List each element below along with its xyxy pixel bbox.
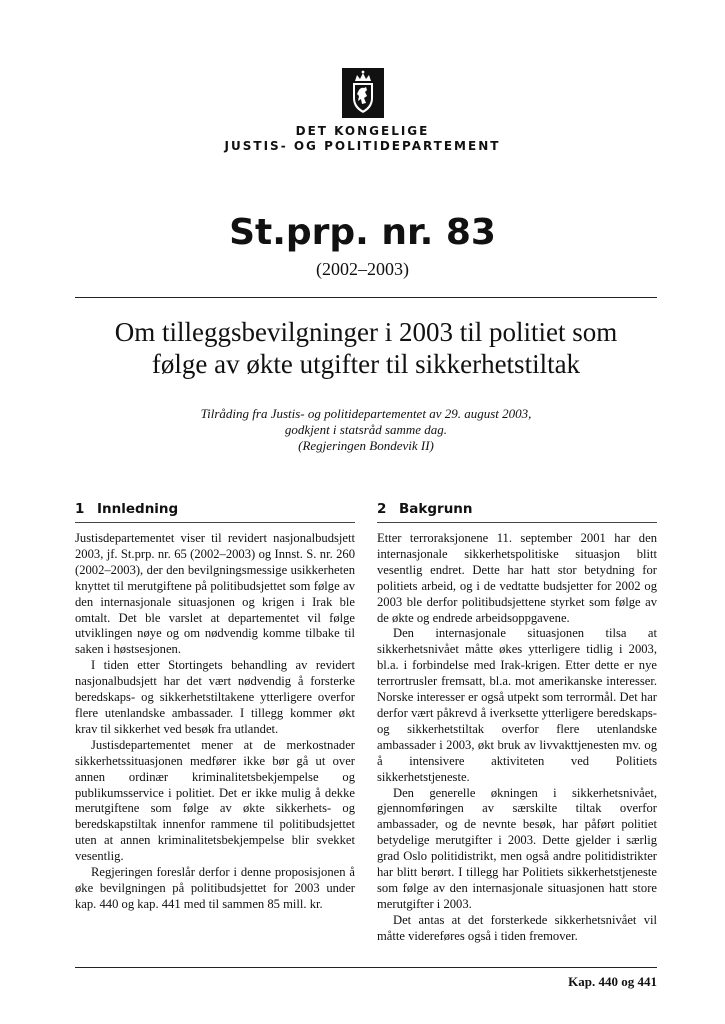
tilrading-block	[75, 406, 657, 454]
section-title: Bakgrunn	[399, 501, 473, 517]
paragraph: Regjeringen foreslår derfor i denne proposisjonen å øke bevilgningen på politibudsjettet for 2003 under kap. 440 og kap. 441 med til sammen 85 mill. kr.	[75, 865, 355, 911]
section-number: 2	[377, 501, 387, 517]
main-title-line-1: Om tilleggsbevilgninger i 2003 til politiet som	[114, 317, 618, 347]
paragraph: Det antas at det forsterkede sikkerhetsnivået vil måtte videreføres også i tiden fremover.	[377, 912, 657, 943]
section-number: 1	[75, 501, 85, 517]
section-heading	[377, 501, 657, 523]
paragraph: Justisdepartementet mener at de merkostnader sikkerhetssituasjonen medfører ikke bør gå ut over annen ordinær kriminalitetsbekjempelse og publikumsservice i politiet. Det er ikke mulig å dekke merutgiftene som følge av økte sikkerhets- og beredskapstiltak innenfor rammene til politibudsjettet uten at annen kriminalitetsbekjempelse blir svekket vesentlig.	[75, 737, 355, 864]
coat-of-arms-logo	[342, 68, 384, 118]
document-title: St.prp. nr. 83	[229, 212, 496, 253]
top-divider	[75, 297, 657, 298]
paragraph: I tiden etter Stortingets behandling av revidert nasjonalbudsjett har det vært nødvendig å forsterke beredskaps- og sikkerhetstiltakene ytterligere overfor flere utenlandske ambassader. I tillegg kommer økt krav til sikkerhet ved besøk fra utlandet.	[75, 658, 355, 736]
paragraph: Justisdepartementet viser til revidert nasjonalbudsjett 2003, jf. St.prp. nr. 65 (2002–2003) og Innst. S. nr. 260 (2002–2003), der den bevilgningsmessige usikkerheten knyttet til merutgiftene på politibudsjettet som følge av den internasjonale situasjonen og krigen i Irak ble omtalt. Det ble varslet at departementet vil følge utviklingen nøye og om nødvendig komme tilbake til saken i høstsesjonen.	[75, 531, 355, 657]
document-session: (2002–2003)	[316, 259, 409, 279]
tilrading-line-1: Tilråding fra Justis- og politidepartementet av 29. august 2003,	[200, 406, 532, 421]
main-title-line-2: følge av økte utgifter til sikkerhetstiltak	[151, 349, 581, 379]
tilrading-line-3: (Regjeringen Bondevik II)	[298, 438, 434, 453]
section-bakgrunn	[377, 501, 657, 945]
coat-of-arms-icon	[342, 68, 384, 118]
section-title: Innledning	[97, 501, 179, 517]
paragraph: Etter terroraksjonene 11. september 2001 har den internasjonale sikkerhetspolitiske situasjon blitt vesentlig endret. Dette har hatt stor betydning for politiets arbeid, og i de vedtatte budsjetter for 2002 og 2003 ble derfor politibudsjettene styrket som følge av de økte og endrede arbeidsoppgavene.	[377, 531, 657, 625]
footer-chapter: Kap. 440 og 441	[568, 974, 657, 989]
paragraph: Den internasjonale situasjonen tilsa at sikkerhetsnivået måtte økes ytterligere tidlig i 2003, bl.a. i forbindelse med Irak-krigen. Etter dette er nye terrortrusler fremsatt, bl.a. mot amerikanske interesser. Norske interesser er også utpekt som terrormål. Det har derfor vært påkrevd å iverksette ytterligere beredskaps- og sikkerhetstiltak overfor flere utenlandske ambassader i 2003, økt bruk av livvakttjenesten mv. og å intensivere aktiviteten ved Politiets sikkerhetstjeneste.	[377, 626, 657, 784]
section-heading	[75, 501, 355, 523]
department-line-1: DET KONGELIGE	[295, 124, 430, 138]
section-innledning	[75, 501, 355, 913]
main-title	[75, 316, 657, 380]
paragraph: Den generelle økningen i sikkerhetsnivået, gjennomføringen av særskilte tiltak overfor ambassader, og de nevnte besøk, har påført politiet betydelige merutgifter i 2003. Dette gjelder i særlig grad Oslo politidistrikt, men også andre politidistrikter har blitt berørt. I tillegg har Politiets sikkerhetstjeneste som følge av den internasjonale situasjonen hatt store merutgifter i 2003.	[377, 785, 657, 911]
tilrading-line-2: godkjent i statsråd samme dag.	[284, 422, 448, 437]
department-line-2: JUSTIS- OG POLITIDEPARTEMENT	[224, 139, 501, 153]
bottom-divider	[75, 967, 657, 968]
